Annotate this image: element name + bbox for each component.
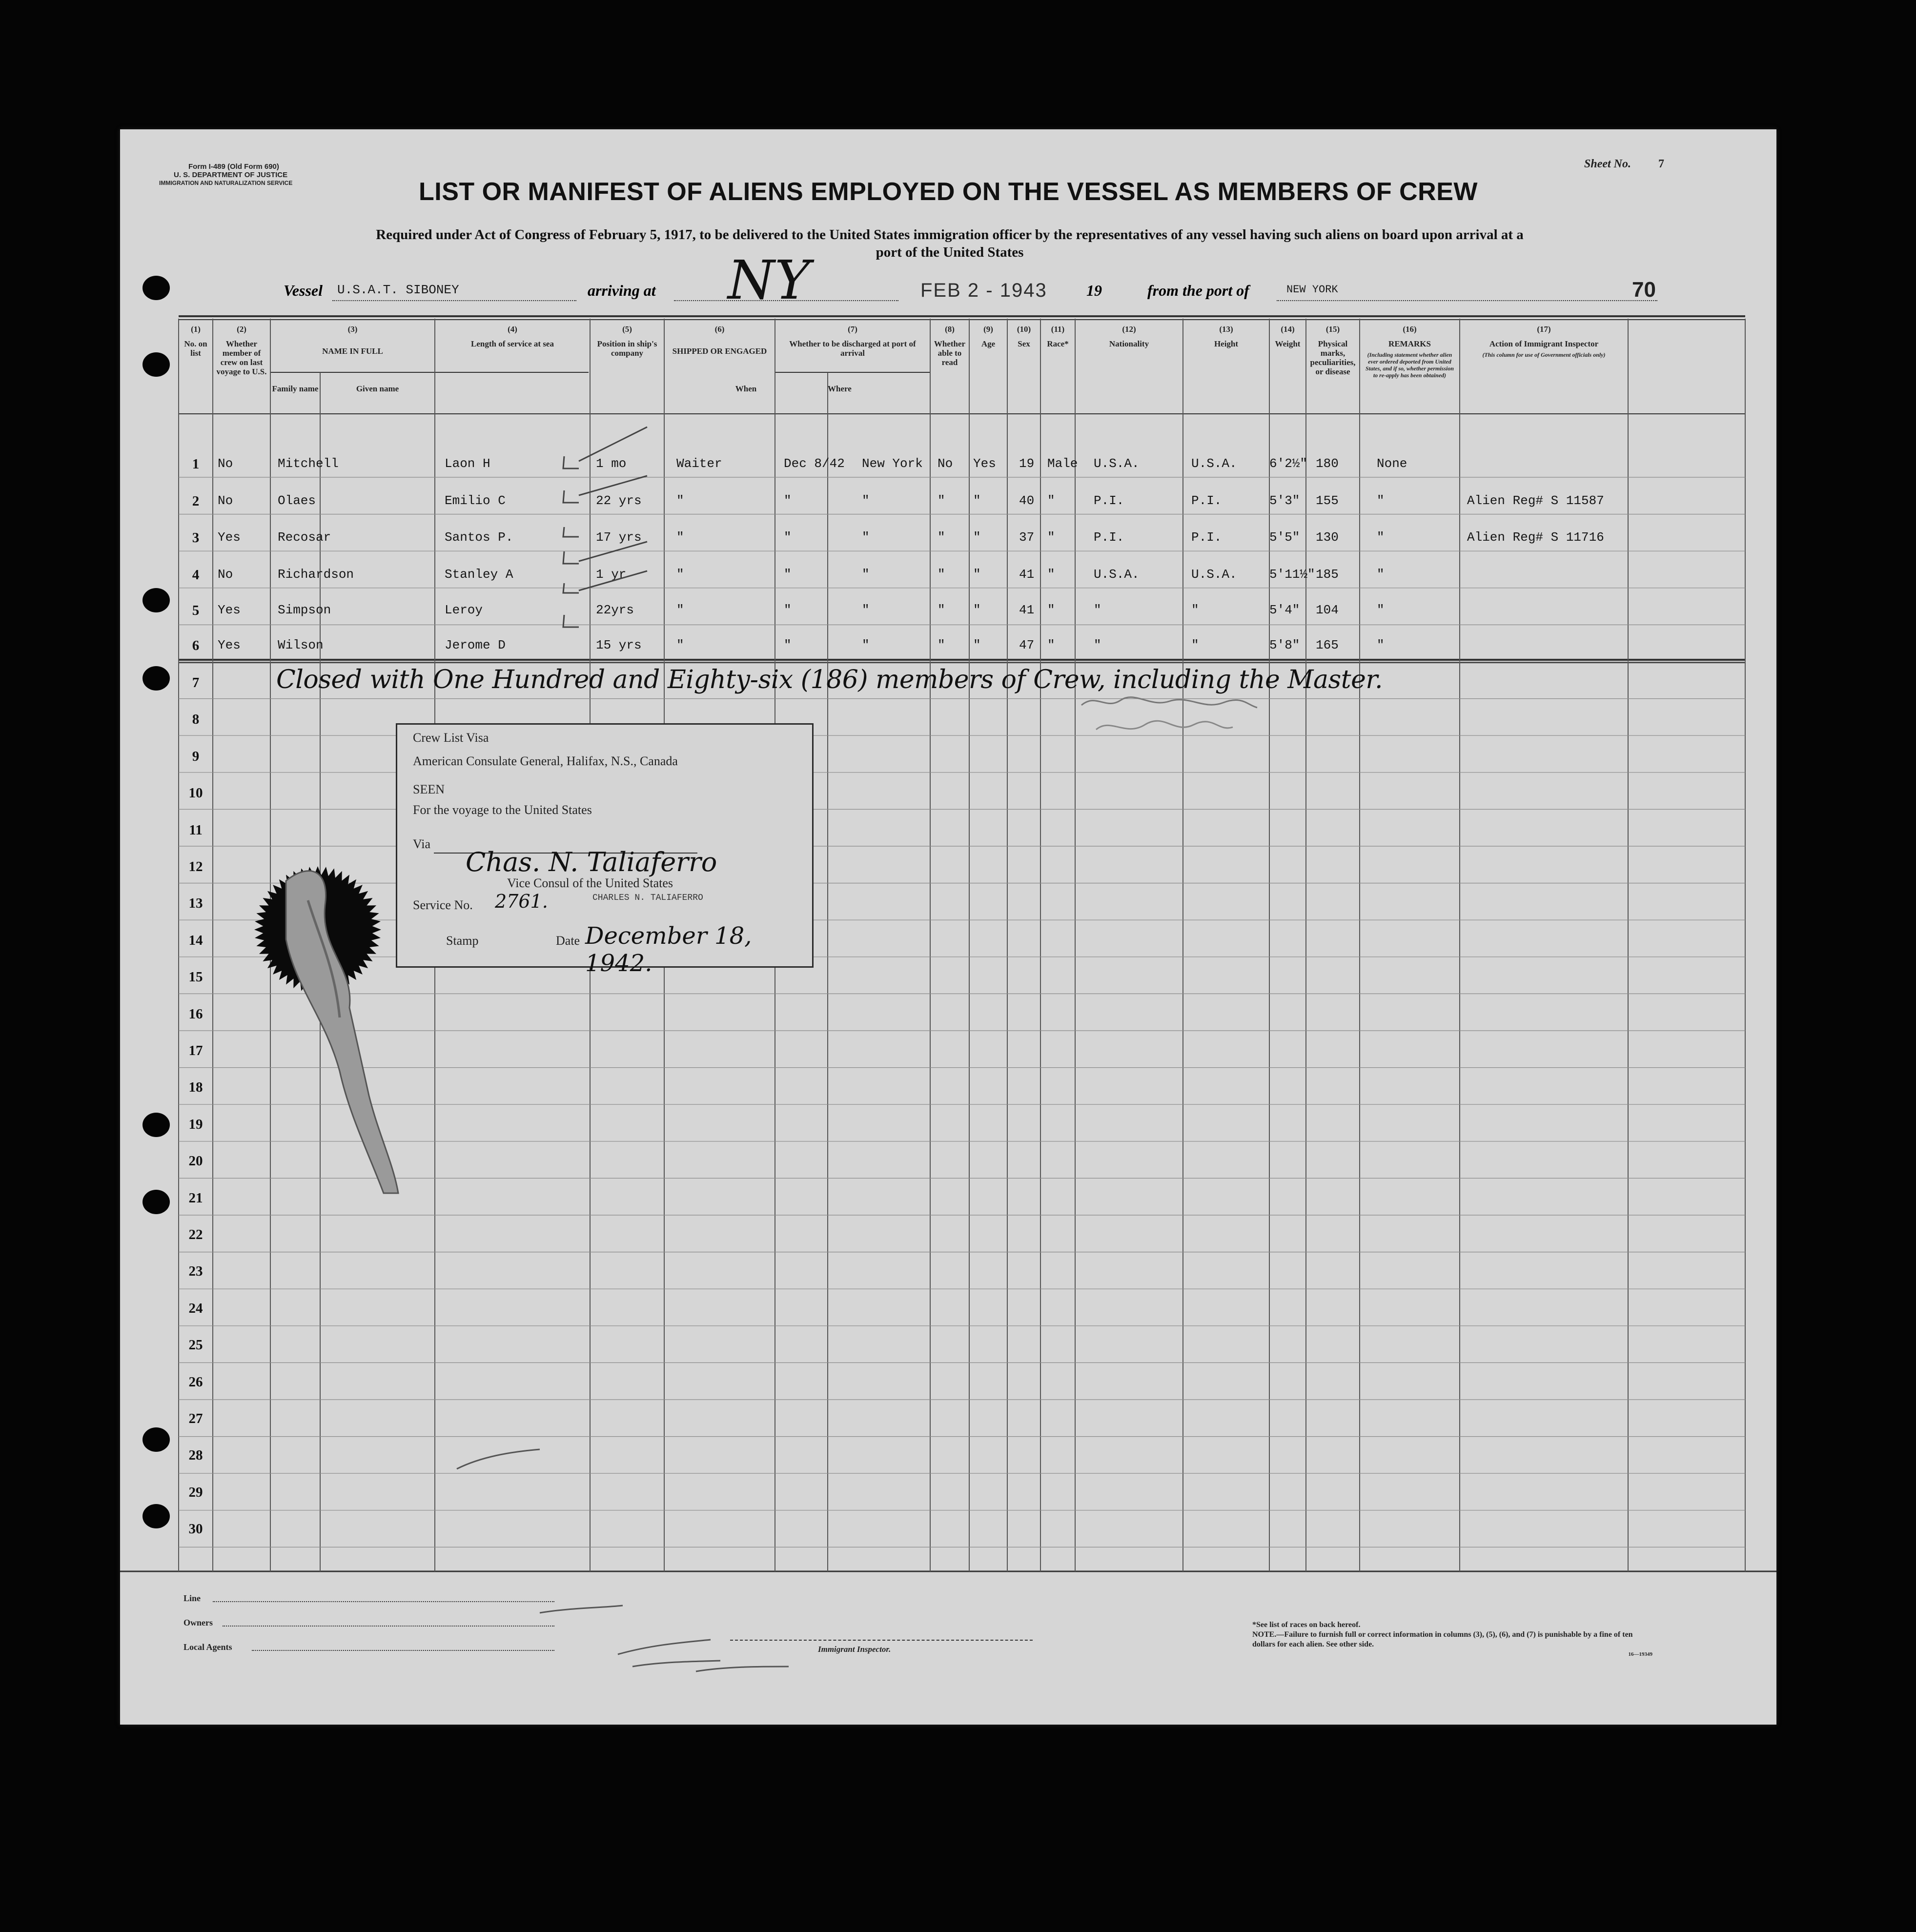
cell-last-voyage: Yes <box>218 603 241 618</box>
column-header-note: (Including statement whether alien ever ordered deported from United States, and if so, whether permission to re-apply has been obtained) <box>1365 351 1454 379</box>
vessel-label: Vessel <box>284 282 323 299</box>
from-port: NEW YORK <box>1286 284 1338 296</box>
row-number: 14 <box>188 932 203 948</box>
row-number: 22 <box>188 1227 203 1242</box>
cell-race: " <box>1094 603 1101 618</box>
subtitle-line-2: port of the United States <box>876 244 1024 260</box>
line-label: Line <box>183 1593 201 1603</box>
cell-no: 1 <box>192 456 200 472</box>
consul-signature: Chas. N. Taliaferro <box>466 847 717 877</box>
cell-service: 1 mo <box>596 456 627 471</box>
cell-marks: " <box>1377 493 1385 508</box>
cell-when: " <box>784 493 792 508</box>
cell-marks: None <box>1377 456 1407 471</box>
cell-discharged: " <box>938 638 945 652</box>
cell-marks: " <box>1377 603 1385 618</box>
column-header-note: (This column for use of Government officials only) <box>1482 351 1606 358</box>
cell-given: Santos P. <box>445 530 513 545</box>
cell-discharged: " <box>938 603 945 618</box>
service-name: IMMIGRATION AND NATURALIZATION SERVICE <box>159 180 293 186</box>
cell-marks: " <box>1377 530 1385 545</box>
stamp-label: Stamp <box>446 934 479 948</box>
column-number: (7) <box>848 325 857 334</box>
cell-given: Laon H <box>445 456 490 471</box>
row-number: 7 <box>192 675 200 691</box>
cell-where: " <box>862 567 870 582</box>
cell-position: " <box>676 530 684 545</box>
column-subheader: Where <box>828 384 852 393</box>
column-number: (9) <box>983 325 993 334</box>
row-number: 28 <box>188 1447 203 1464</box>
column-header: NAME IN FULL <box>322 346 383 356</box>
row-number: 12 <box>188 859 203 874</box>
column-number: (8) <box>945 325 955 334</box>
column-number: (11) <box>1051 325 1065 334</box>
column-number: (15) <box>1325 325 1340 334</box>
cell-no: 4 <box>192 567 200 583</box>
column-number: (16) <box>1403 325 1417 334</box>
cell-discharged: " <box>938 530 945 545</box>
row-number: 19 <box>188 1116 203 1132</box>
row-number: 30 <box>188 1521 203 1537</box>
service-number: 2761. <box>495 891 548 912</box>
cell-family: Olaes <box>278 493 316 508</box>
footer-fields <box>183 1593 623 1667</box>
cell-height: 5'11½" <box>1269 567 1315 582</box>
cell-given: Stanley A <box>445 567 513 582</box>
row-number: 20 <box>188 1153 203 1169</box>
cell-service: 17 yrs <box>596 530 642 545</box>
cell-race: P.I. <box>1094 493 1124 508</box>
cell-weight: 185 <box>1316 567 1339 582</box>
cell-family: Mitchell <box>278 456 339 471</box>
cell-position: " <box>676 567 684 582</box>
column-number: (13) <box>1219 325 1233 334</box>
cell-remarks: Alien Reg# S 11587 <box>1467 493 1604 508</box>
cell-when: " <box>784 603 792 618</box>
column-header: Action of Immigrant Inspector <box>1489 339 1599 348</box>
column-header: Height <box>1214 339 1239 348</box>
column-header: Position in ship's company <box>597 339 657 358</box>
cell-family: Wilson <box>278 638 324 652</box>
visa-title: Crew List Visa <box>413 731 489 745</box>
cell-position: " <box>676 603 684 618</box>
visa-date: December 18, 1942. <box>585 922 752 977</box>
column-number: (3) <box>347 325 358 334</box>
consul-typed-name: CHARLES N. TALIAFERRO <box>592 893 703 903</box>
cell-no: 3 <box>192 530 200 546</box>
row-number: 11 <box>189 822 203 838</box>
cell-nationality: P.I. <box>1191 530 1222 545</box>
cell-weight: 165 <box>1316 638 1339 652</box>
cell-age: 47 <box>1019 638 1035 652</box>
sheet-number: 7 <box>1658 158 1664 170</box>
footer-owners-field <box>183 1618 623 1642</box>
cell-height: 5'3" <box>1269 493 1300 508</box>
column-number: (1) <box>191 325 201 334</box>
cell-given: Jerome D <box>445 638 506 652</box>
cell-service: 22yrs <box>596 603 634 618</box>
arriving-label: arriving at <box>588 282 656 299</box>
cell-race: U.S.A. <box>1094 456 1140 471</box>
cell-where: " <box>862 638 870 652</box>
cell-race: U.S.A. <box>1094 567 1140 582</box>
cell-age: 41 <box>1019 603 1035 618</box>
column-header: No. on list <box>184 339 207 358</box>
column-number: (2) <box>237 325 246 334</box>
footer-line-field <box>183 1593 623 1618</box>
cell-last-voyage: No <box>218 493 233 508</box>
column-number: (5) <box>622 325 632 334</box>
cell-when: Dec 8/42 <box>784 456 845 471</box>
cell-family: Simpson <box>278 603 331 618</box>
inspector-label: Immigrant Inspector. <box>818 1645 891 1654</box>
column-header: REMARKS <box>1388 339 1431 348</box>
owners-label: Owners <box>183 1618 213 1627</box>
cell-last-voyage: No <box>218 456 233 471</box>
cell-remarks: Alien Reg# S 11716 <box>1467 530 1604 545</box>
visa-voyage: For the voyage to the United States <box>413 803 592 817</box>
column-header: Sex <box>1018 339 1030 348</box>
row-number: 25 <box>188 1337 203 1353</box>
races-note: *See list of races on back hereof. <box>1252 1621 1361 1629</box>
cell-family: Richardson <box>278 567 354 582</box>
cell-weight: 155 <box>1316 493 1339 508</box>
cell-sex: " <box>1047 603 1055 618</box>
column-header: Physical marks, peculiarities, or disease <box>1310 339 1356 376</box>
arriving-port-handwritten: NY <box>728 249 810 311</box>
cell-when: " <box>784 530 792 545</box>
cell-height: 5'8" <box>1269 638 1300 652</box>
manifest-sheet <box>120 129 1776 1725</box>
cell-no: 2 <box>192 493 200 509</box>
cell-where: New York <box>862 456 923 471</box>
cell-discharged: " <box>938 567 945 582</box>
cell-where: " <box>862 493 870 508</box>
cell-marks: " <box>1377 567 1385 582</box>
cell-age: 40 <box>1019 493 1035 508</box>
cell-given: Emilio C <box>445 493 506 508</box>
row-number: 29 <box>188 1484 203 1500</box>
cell-read: " <box>973 638 981 652</box>
cell-race: " <box>1094 638 1101 652</box>
row-number: 21 <box>188 1190 203 1206</box>
cell-position: " <box>676 493 684 508</box>
cell-weight: 130 <box>1316 530 1339 545</box>
column-subheader: Given name <box>356 384 399 393</box>
vessel-name: U.S.A.T. SIBONEY <box>337 283 459 297</box>
row-number: 17 <box>188 1043 203 1058</box>
row-number: 18 <box>188 1079 203 1096</box>
column-header: Whether to be discharged at port of arrival <box>789 339 916 358</box>
cell-last-voyage: No <box>218 567 233 582</box>
column-number: (4) <box>508 325 517 334</box>
cell-height: 6'2½" <box>1269 456 1308 471</box>
form-number: Form I-489 (Old Form 690) <box>188 163 279 171</box>
footer-agents-field <box>183 1642 623 1667</box>
cell-last-voyage: Yes <box>218 638 241 652</box>
cell-service: 15 yrs <box>596 638 642 652</box>
footer-notes <box>1252 1620 1652 1659</box>
row-number: 10 <box>188 785 203 801</box>
cell-sex: Male <box>1047 456 1078 471</box>
column-number: (17) <box>1537 325 1551 334</box>
cell-discharged: No <box>938 456 953 471</box>
cell-nationality: P.I. <box>1191 493 1222 508</box>
column-number: (14) <box>1281 325 1295 334</box>
cell-sex: " <box>1047 493 1055 508</box>
cell-position: " <box>676 638 684 652</box>
cell-service: 1 yr <box>596 567 627 582</box>
cell-nationality: U.S.A. <box>1191 567 1237 582</box>
row-number: 15 <box>188 969 203 985</box>
cell-read: Yes <box>973 456 996 471</box>
cell-position: Waiter <box>676 456 722 471</box>
consul-caption: Vice Consul of the United States <box>507 876 673 890</box>
column-header: Nationality <box>1109 339 1149 348</box>
inspector-signature-line <box>730 1640 1033 1641</box>
cell-when: " <box>784 567 792 582</box>
column-header: Whether member of crew on last voyage to U.S. <box>216 339 267 376</box>
visa-consulate: American Consulate General, Halifax, N.S., Canada <box>413 754 678 768</box>
column-header: Length of service at sea <box>471 339 554 348</box>
column-header: Whether able to read <box>934 339 966 367</box>
cell-family: Recosar <box>278 530 331 545</box>
cell-given: Leroy <box>445 603 483 618</box>
cell-nationality: " <box>1191 638 1199 652</box>
visa-via-label: Via <box>413 837 430 851</box>
row-number: 9 <box>192 748 200 764</box>
cell-weight: 180 <box>1316 456 1339 471</box>
cell-where: " <box>862 530 870 545</box>
cell-discharged: " <box>938 493 945 508</box>
row-number: 16 <box>188 1006 203 1022</box>
cell-sex: " <box>1047 567 1055 582</box>
cell-sex: " <box>1047 638 1055 652</box>
cell-no: 5 <box>192 603 200 619</box>
cell-weight: 104 <box>1316 603 1339 618</box>
sheet-number-label: Sheet No. <box>1584 158 1631 170</box>
row-number: 23 <box>188 1263 203 1280</box>
year-label: 19 <box>1086 282 1102 299</box>
cell-where: " <box>862 603 870 618</box>
stray-marks <box>120 129 1776 1725</box>
date-label: Date <box>556 934 580 948</box>
cell-read: " <box>973 530 981 545</box>
department: U. S. DEPARTMENT OF JUSTICE <box>174 171 288 179</box>
row-number: 8 <box>192 712 200 728</box>
print-code: 16—19349 <box>1628 1651 1652 1657</box>
cell-marks: " <box>1377 638 1385 652</box>
column-subheader: Family name <box>272 384 319 393</box>
cell-when: " <box>784 638 792 652</box>
cell-no: 6 <box>192 638 200 653</box>
cell-last-voyage: Yes <box>218 530 241 545</box>
visa-seen: SEEN <box>413 782 445 796</box>
cell-age: 37 <box>1019 530 1035 545</box>
column-number: (10) <box>1017 325 1031 334</box>
cell-read: " <box>973 603 981 618</box>
row-number: 24 <box>188 1300 203 1316</box>
form-title: LIST OR MANIFEST OF ALIENS EMPLOYED ON THE VESSEL AS MEMBERS OF CREW <box>419 178 1478 206</box>
column-header: Race* <box>1047 339 1069 348</box>
column-header: Weight <box>1275 339 1301 348</box>
cell-read: " <box>973 567 981 582</box>
cell-nationality: U.S.A. <box>1191 456 1237 471</box>
penalty-note: NOTE.—Failure to furnish full or correct information in columns (3), (5), (6), and (7) is punishable by a fine of ten dollars for each alien. See other side. <box>1252 1630 1633 1648</box>
row-number: 13 <box>188 895 203 912</box>
cell-sex: " <box>1047 530 1055 545</box>
column-number: (12) <box>1122 325 1136 334</box>
from-port-label: from the port of <box>1147 282 1249 299</box>
closing-note-handwritten: Closed with One Hundred and Eighty-six (186) members of Crew, including the Master. <box>276 665 1383 694</box>
column-subheader: When <box>735 384 757 393</box>
row-number: 27 <box>188 1411 203 1426</box>
subtitle-line-1: Required under Act of Congress of February 5, 1917, to be delivered to the United States immigration officer by the representatives of any vessel having such aliens on board upon arrival at a <box>376 227 1524 243</box>
cell-height: 5'5" <box>1269 530 1300 545</box>
cell-service: 22 yrs <box>596 493 642 508</box>
cell-read: " <box>973 493 981 508</box>
cell-age: 19 <box>1019 456 1035 471</box>
agents-label: Local Agents <box>183 1642 232 1652</box>
cell-nationality: " <box>1191 603 1199 618</box>
column-number: (6) <box>714 325 725 334</box>
column-header: SHIPPED OR ENGAGED <box>672 346 767 356</box>
cell-age: 41 <box>1019 567 1035 582</box>
corner-number: 70 <box>1632 278 1656 302</box>
arrival-date-stamp: FEB 2 - 1943 <box>920 280 1047 301</box>
cell-height: 5'4" <box>1269 603 1300 618</box>
column-header: Age <box>981 339 996 348</box>
row-number: 26 <box>188 1374 203 1390</box>
cell-race: P.I. <box>1094 530 1124 545</box>
service-no-label: Service No. <box>413 898 473 912</box>
